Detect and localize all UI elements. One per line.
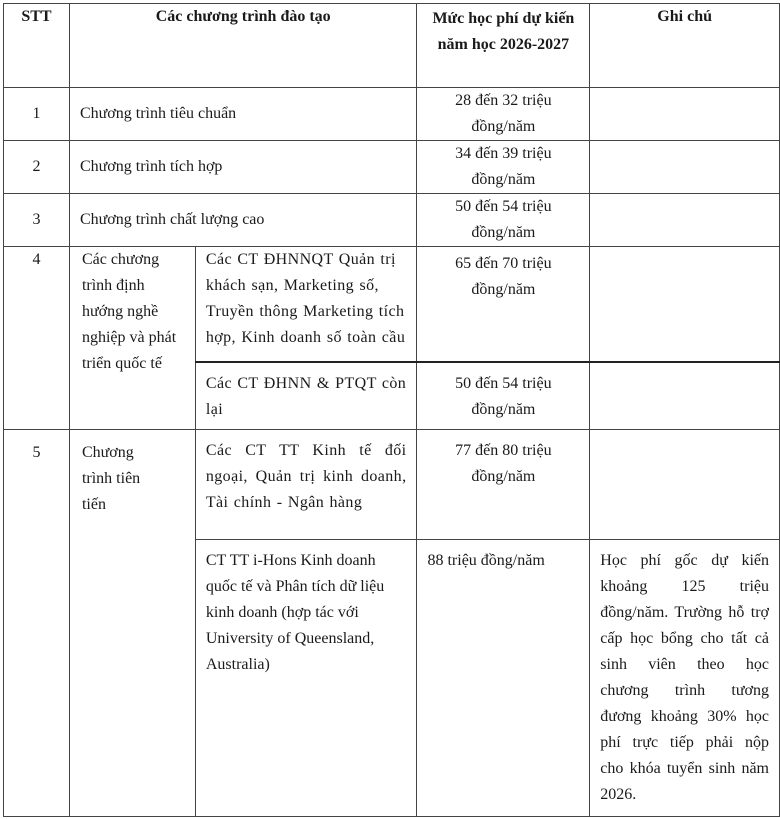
stt-cell: 3 xyxy=(4,194,70,247)
program-cell: Các CT ĐHNN & PTQT còn lại xyxy=(195,362,417,430)
fee-cell: 65 đến 70 triệu đồng/năm xyxy=(417,247,590,362)
note-cell: Học phí gốc dự kiến khoảng 125 triệu đồng/năm. Trường hỗ trợ cấp học bổng cho tất cả sinh viên theo học chương trình tương đương khoảng 30% học phí trực tiếp phải nộp cho khóa tuyển sinh năm 2026. xyxy=(590,540,780,817)
note-cell xyxy=(590,88,780,141)
header-program: Các chương trình đào tạo xyxy=(69,4,417,88)
note-cell xyxy=(590,141,780,194)
note-cell xyxy=(590,194,780,247)
tuition-fee-table xyxy=(3,3,780,817)
table-row xyxy=(4,194,780,247)
table-row xyxy=(4,88,780,141)
program-cell: Chương trình tiêu chuẩn xyxy=(69,88,417,141)
fee-cell: 77 đến 80 triệu đồng/năm xyxy=(417,430,590,540)
header-note: Ghi chú xyxy=(590,4,780,88)
stt-cell: 4 xyxy=(4,247,70,430)
fee-cell: 88 triệu đồng/năm xyxy=(417,540,590,817)
program-cell: Các CT ĐHNNQT Quản trị khách sạn, Marketing số, Truyền thông Marketing tích hợp, Kinh doanh số toàn cầu xyxy=(195,247,417,362)
program-cell: CT TT i-Hons Kinh doanh quốc tế và Phân tích dữ liệu kinh doanh (hợp tác với University of Queensland, Australia) xyxy=(195,540,417,817)
group-cell: Các chương trình định hướng nghề nghiệp và phát triển quốc tế xyxy=(69,247,195,430)
header-row xyxy=(4,4,780,88)
fee-cell: 34 đến 39 triệu đồng/năm xyxy=(417,141,590,194)
stt-cell: 1 xyxy=(4,88,70,141)
header-fee: Mức học phí dự kiến năm học 2026-2027 xyxy=(417,4,590,88)
program-cell: Chương trình tích hợp xyxy=(69,141,417,194)
fee-cell: 28 đến 32 triệu đồng/năm xyxy=(417,88,590,141)
program-cell: Các CT TT Kinh tế đối ngoại, Quản trị kinh doanh, Tài chính - Ngân hàng xyxy=(195,430,417,540)
stt-cell: 5 xyxy=(4,430,70,817)
note-cell xyxy=(590,362,780,430)
group-cell: Chương trình tiên tiến xyxy=(69,430,195,817)
fee-cell: 50 đến 54 triệu đồng/năm xyxy=(417,362,590,430)
program-cell: Chương trình chất lượng cao xyxy=(69,194,417,247)
note-cell xyxy=(590,247,780,362)
table-row xyxy=(4,247,780,362)
fee-cell: 50 đến 54 triệu đồng/năm xyxy=(417,194,590,247)
table-row xyxy=(4,430,780,540)
note-cell xyxy=(590,430,780,540)
table-row xyxy=(4,141,780,194)
stt-cell: 2 xyxy=(4,141,70,194)
header-stt: STT xyxy=(4,4,70,88)
